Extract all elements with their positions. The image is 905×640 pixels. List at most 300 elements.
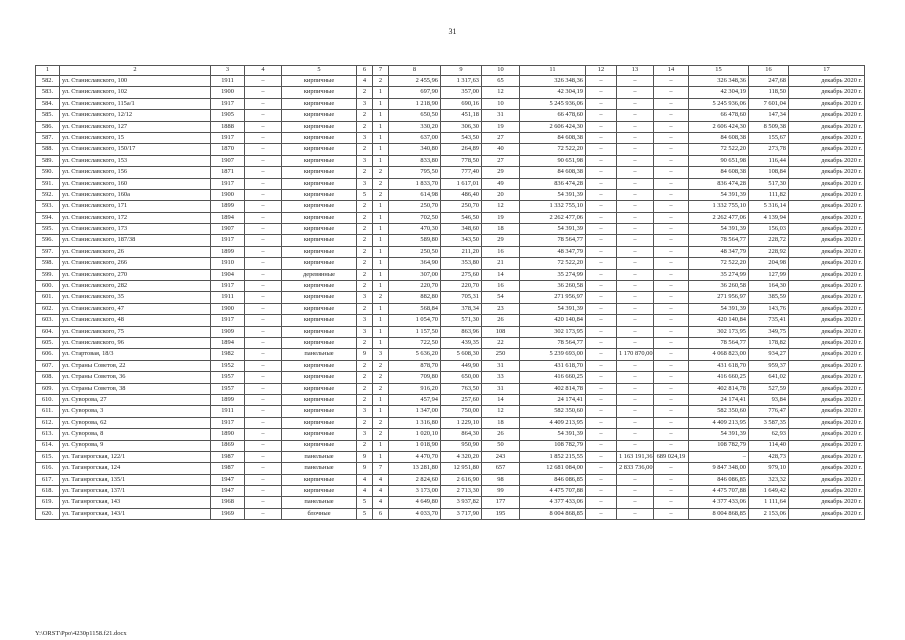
entrances-cell: 1 xyxy=(373,326,389,337)
total-cost-cell: 36 260,58 xyxy=(520,281,586,292)
entrances-cell: 1 xyxy=(373,98,389,109)
floors-cell: 2 xyxy=(357,440,373,451)
address-cell: ул. Станиславского, 153 xyxy=(60,155,211,166)
living-area-cell: 451,18 xyxy=(441,110,482,121)
owner-funds-cell: 582 350,60 xyxy=(689,406,749,417)
entrances-cell: 1 xyxy=(373,201,389,212)
table-row xyxy=(36,189,865,200)
cost-per-m2-cell: 111,82 xyxy=(749,189,789,200)
address-cell: ул. Станиславского, 150/17 xyxy=(60,144,211,155)
floors-cell: 3 xyxy=(357,406,373,417)
total-area-cell: 1 157,50 xyxy=(389,326,441,337)
owner-funds-cell: 416 660,25 xyxy=(689,372,749,383)
cost-per-m2-cell: 323,32 xyxy=(749,474,789,485)
residents-cell: 23 xyxy=(482,303,520,314)
residents-cell: 16 xyxy=(482,281,520,292)
total-area-cell: 697,90 xyxy=(389,87,441,98)
col-13-cell: – xyxy=(617,110,654,121)
build-year-cell: 1871 xyxy=(211,167,245,178)
col-14-cell: – xyxy=(654,87,689,98)
floors-cell: 3 xyxy=(357,155,373,166)
total-area-cell: 307,00 xyxy=(389,269,441,280)
column-header: 1 xyxy=(36,66,60,76)
file-path-footer: Y:\ORST\Ppo\4230p1158.f21.docx xyxy=(35,630,127,637)
cost-per-m2-cell: 114,40 xyxy=(749,440,789,451)
col-4-cell: – xyxy=(245,87,282,98)
cost-per-m2-cell: 428,73 xyxy=(749,451,789,462)
build-year-cell: 1910 xyxy=(211,258,245,269)
build-year-cell: 1888 xyxy=(211,121,245,132)
address-cell: ул. Станиславского, 15 xyxy=(60,132,211,143)
total-cost-cell: 2 262 477,06 xyxy=(520,212,586,223)
wall-material-cell: панельные xyxy=(282,497,357,508)
total-cost-cell: 271 956,97 xyxy=(520,292,586,303)
col-12-cell: – xyxy=(586,337,617,348)
col-13-cell: – xyxy=(617,372,654,383)
col-4-cell: – xyxy=(245,189,282,200)
deadline-cell: декабрь 2020 г. xyxy=(789,360,865,371)
entrances-cell: 2 xyxy=(373,417,389,428)
deadline-cell: декабрь 2020 г. xyxy=(789,201,865,212)
floors-cell: 3 xyxy=(357,292,373,303)
total-area-cell: 795,50 xyxy=(389,167,441,178)
total-area-cell: 833,80 xyxy=(389,155,441,166)
col-14-cell: – xyxy=(654,497,689,508)
build-year-cell: 1917 xyxy=(211,235,245,246)
col-13-cell: – xyxy=(617,235,654,246)
floors-cell: 9 xyxy=(357,451,373,462)
col-13-cell: – xyxy=(617,360,654,371)
col-12-cell: – xyxy=(586,394,617,405)
owner-funds-cell: 4 068 823,00 xyxy=(689,349,749,360)
deadline-cell: декабрь 2020 г. xyxy=(789,258,865,269)
residents-cell: 40 xyxy=(482,144,520,155)
entrances-cell: 6 xyxy=(373,508,389,519)
cost-per-m2-cell: 517,30 xyxy=(749,178,789,189)
living-area-cell: 250,70 xyxy=(441,201,482,212)
address-cell: ул. Станиславского, 160 xyxy=(60,178,211,189)
total-cost-cell: 326 348,36 xyxy=(520,76,586,87)
build-year-cell: 1907 xyxy=(211,224,245,235)
entrances-cell: 1 xyxy=(373,110,389,121)
col-13-cell: – xyxy=(617,201,654,212)
living-area-cell: 705,31 xyxy=(441,292,482,303)
living-area-cell: 2 713,30 xyxy=(441,486,482,497)
entrances-cell: 4 xyxy=(373,474,389,485)
deadline-cell: декабрь 2020 г. xyxy=(789,269,865,280)
col-13-cell: – xyxy=(617,87,654,98)
living-area-cell: 449,90 xyxy=(441,360,482,371)
table-row xyxy=(36,440,865,451)
col-12-cell: – xyxy=(586,292,617,303)
owner-funds-cell: 402 814,78 xyxy=(689,383,749,394)
col-12-cell: – xyxy=(586,76,617,87)
living-area-cell: 690,16 xyxy=(441,98,482,109)
living-area-cell: 546,50 xyxy=(441,212,482,223)
residents-cell: 12 xyxy=(482,406,520,417)
floors-cell: 2 xyxy=(357,121,373,132)
deadline-cell: декабрь 2020 г. xyxy=(789,429,865,440)
col-14-cell: – xyxy=(654,292,689,303)
table-row xyxy=(36,258,865,269)
cost-per-m2-cell: 8 509,38 xyxy=(749,121,789,132)
col-12-cell: – xyxy=(586,303,617,314)
residents-cell: 27 xyxy=(482,132,520,143)
table-row xyxy=(36,337,865,348)
col-13-cell: – xyxy=(617,292,654,303)
wall-material-cell: кирпичные xyxy=(282,326,357,337)
residents-cell: 19 xyxy=(482,121,520,132)
col-4-cell: – xyxy=(245,508,282,519)
table-row xyxy=(36,406,865,417)
residents-cell: 31 xyxy=(482,383,520,394)
build-year-cell: 1917 xyxy=(211,178,245,189)
living-area-cell: 1 317,63 xyxy=(441,76,482,87)
owner-funds-cell: 35 274,99 xyxy=(689,269,749,280)
address-cell: ул. Станиславского, 172 xyxy=(60,212,211,223)
owner-funds-cell: 846 086,85 xyxy=(689,474,749,485)
deadline-cell: декабрь 2020 г. xyxy=(789,349,865,360)
owner-funds-cell: 2 606 424,30 xyxy=(689,121,749,132)
table-row xyxy=(36,383,865,394)
col-4-cell: – xyxy=(245,429,282,440)
row-number-cell: 617. xyxy=(36,474,60,485)
floors-cell: 3 xyxy=(357,326,373,337)
deadline-cell: декабрь 2020 г. xyxy=(789,315,865,326)
column-header: 14 xyxy=(654,66,689,76)
total-area-cell: 614,98 xyxy=(389,189,441,200)
table-row xyxy=(36,76,865,87)
wall-material-cell: кирпичные xyxy=(282,155,357,166)
table-row xyxy=(36,497,865,508)
deadline-cell: декабрь 2020 г. xyxy=(789,212,865,223)
col-13-cell: – xyxy=(617,212,654,223)
col-14-cell: – xyxy=(654,337,689,348)
entrances-cell: 2 xyxy=(373,178,389,189)
row-number-cell: 616. xyxy=(36,463,60,474)
entrances-cell: 1 xyxy=(373,246,389,257)
entrances-cell: 1 xyxy=(373,281,389,292)
col-13-cell: – xyxy=(617,269,654,280)
total-cost-cell: 84 608,38 xyxy=(520,167,586,178)
deadline-cell: декабрь 2020 г. xyxy=(789,246,865,257)
residents-cell: 14 xyxy=(482,269,520,280)
col-13-cell: – xyxy=(617,326,654,337)
total-cost-cell: 836 474,28 xyxy=(520,178,586,189)
col-4-cell: – xyxy=(245,440,282,451)
address-cell: ул. Стартовая, 18/3 xyxy=(60,349,211,360)
build-year-cell: 1894 xyxy=(211,337,245,348)
col-14-cell: – xyxy=(654,303,689,314)
col-4-cell: – xyxy=(245,417,282,428)
col-4-cell: – xyxy=(245,394,282,405)
wall-material-cell: кирпичные xyxy=(282,372,357,383)
total-area-cell: 250,50 xyxy=(389,246,441,257)
owner-funds-cell: 54 391,39 xyxy=(689,303,749,314)
address-cell: ул. Станиславского, 115а/1 xyxy=(60,98,211,109)
col-4-cell: – xyxy=(245,315,282,326)
col-14-cell: – xyxy=(654,76,689,87)
total-cost-cell: 90 651,98 xyxy=(520,155,586,166)
entrances-cell: 1 xyxy=(373,315,389,326)
col-14-cell: – xyxy=(654,417,689,428)
table-row xyxy=(36,212,865,223)
build-year-cell: 1917 xyxy=(211,98,245,109)
living-area-cell: 5 608,30 xyxy=(441,349,482,360)
cost-per-m2-cell: 641,02 xyxy=(749,372,789,383)
wall-material-cell: кирпичные xyxy=(282,474,357,485)
table-row xyxy=(36,87,865,98)
wall-material-cell: кирпичные xyxy=(282,360,357,371)
total-area-cell: 13 281,80 xyxy=(389,463,441,474)
total-area-cell: 3 173,00 xyxy=(389,486,441,497)
wall-material-cell: панельные xyxy=(282,463,357,474)
total-cost-cell: 54 391,39 xyxy=(520,189,586,200)
floors-cell: 2 xyxy=(357,383,373,394)
living-area-cell: 220,70 xyxy=(441,281,482,292)
total-area-cell: 1 833,70 xyxy=(389,178,441,189)
total-cost-cell: 54 391,39 xyxy=(520,224,586,235)
address-cell: ул. Станиславского, 100 xyxy=(60,76,211,87)
col-14-cell: – xyxy=(654,360,689,371)
entrances-cell: 1 xyxy=(373,440,389,451)
wall-material-cell: кирпичные xyxy=(282,440,357,451)
deadline-cell: декабрь 2020 г. xyxy=(789,326,865,337)
residents-cell: 26 xyxy=(482,429,520,440)
living-area-cell: 777,40 xyxy=(441,167,482,178)
owner-funds-cell: 36 260,58 xyxy=(689,281,749,292)
col-14-cell: – xyxy=(654,486,689,497)
entrances-cell: 1 xyxy=(373,303,389,314)
cost-per-m2-cell: 143,76 xyxy=(749,303,789,314)
total-cost-cell: 54 391,39 xyxy=(520,303,586,314)
col-12-cell: – xyxy=(586,349,617,360)
cost-per-m2-cell: 228,72 xyxy=(749,235,789,246)
address-cell: ул. Станиславского, 156 xyxy=(60,167,211,178)
col-4-cell: – xyxy=(245,224,282,235)
wall-material-cell: кирпичные xyxy=(282,303,357,314)
owner-funds-cell: 48 347,79 xyxy=(689,246,749,257)
floors-cell: 9 xyxy=(357,463,373,474)
residents-cell: 98 xyxy=(482,474,520,485)
build-year-cell: 1911 xyxy=(211,76,245,87)
deadline-cell: декабрь 2020 г. xyxy=(789,303,865,314)
build-year-cell: 1911 xyxy=(211,406,245,417)
living-area-cell: 12 951,80 xyxy=(441,463,482,474)
col-14-cell: – xyxy=(654,429,689,440)
wall-material-cell: кирпичные xyxy=(282,417,357,428)
row-number-cell: 582. xyxy=(36,76,60,87)
residents-cell: 108 xyxy=(482,326,520,337)
col-4-cell: – xyxy=(245,349,282,360)
row-number-cell: 586. xyxy=(36,121,60,132)
deadline-cell: декабрь 2020 г. xyxy=(789,474,865,485)
table-row xyxy=(36,463,865,474)
total-area-cell: 1 054,70 xyxy=(389,315,441,326)
owner-funds-cell: 4 409 213,95 xyxy=(689,417,749,428)
living-area-cell: 306,30 xyxy=(441,121,482,132)
residents-cell: 50 xyxy=(482,440,520,451)
entrances-cell: 1 xyxy=(373,258,389,269)
row-number-cell: 591. xyxy=(36,178,60,189)
living-area-cell: 863,96 xyxy=(441,326,482,337)
address-cell: ул. Станиславского, 266 xyxy=(60,258,211,269)
deadline-cell: декабрь 2020 г. xyxy=(789,497,865,508)
row-number-cell: 602. xyxy=(36,303,60,314)
total-area-cell: 1 218,90 xyxy=(389,98,441,109)
residents-cell: 33 xyxy=(482,372,520,383)
wall-material-cell: кирпичные xyxy=(282,292,357,303)
row-number-cell: 588. xyxy=(36,144,60,155)
total-cost-cell: 72 522,20 xyxy=(520,144,586,155)
residents-cell: 12 xyxy=(482,87,520,98)
total-area-cell: 878,70 xyxy=(389,360,441,371)
floors-cell: 3 xyxy=(357,429,373,440)
wall-material-cell: кирпичные xyxy=(282,76,357,87)
row-number-cell: 583. xyxy=(36,87,60,98)
address-cell: ул. Страны Советов, 36 xyxy=(60,372,211,383)
cost-per-m2-cell: 178,82 xyxy=(749,337,789,348)
table-row xyxy=(36,292,865,303)
table-row xyxy=(36,326,865,337)
total-area-cell: 1 316,80 xyxy=(389,417,441,428)
build-year-cell: 1899 xyxy=(211,394,245,405)
row-number-cell: 606. xyxy=(36,349,60,360)
col-4-cell: – xyxy=(245,212,282,223)
owner-funds-cell: 78 564,77 xyxy=(689,337,749,348)
table-row xyxy=(36,429,865,440)
col-4-cell: – xyxy=(245,201,282,212)
owner-funds-cell: – xyxy=(689,451,749,462)
total-area-cell: 702,50 xyxy=(389,212,441,223)
column-header: 7 xyxy=(373,66,389,76)
row-number-cell: 596. xyxy=(36,235,60,246)
residents-cell: 250 xyxy=(482,349,520,360)
floors-cell: 2 xyxy=(357,224,373,235)
row-number-cell: 600. xyxy=(36,281,60,292)
col-12-cell: – xyxy=(586,212,617,223)
wall-material-cell: кирпичные xyxy=(282,121,357,132)
residents-cell: 177 xyxy=(482,497,520,508)
address-cell: ул. Станиславского, 160а xyxy=(60,189,211,200)
total-area-cell: 250,70 xyxy=(389,201,441,212)
living-area-cell: 650,00 xyxy=(441,372,482,383)
build-year-cell: 1905 xyxy=(211,110,245,121)
build-year-cell: 1900 xyxy=(211,189,245,200)
col-4-cell: – xyxy=(245,406,282,417)
col-14-cell: – xyxy=(654,394,689,405)
residents-cell: 54 xyxy=(482,292,520,303)
col-4-cell: – xyxy=(245,155,282,166)
col-4-cell: – xyxy=(245,110,282,121)
page-number: 31 xyxy=(448,27,457,36)
residents-cell: 29 xyxy=(482,167,520,178)
row-number-cell: 609. xyxy=(36,383,60,394)
total-area-cell: 340,80 xyxy=(389,144,441,155)
deadline-cell: декабрь 2020 г. xyxy=(789,76,865,87)
living-area-cell: 257,60 xyxy=(441,394,482,405)
address-cell: ул. Таганрогская, 137/1 xyxy=(60,486,211,497)
address-cell: ул. Страны Советов, 38 xyxy=(60,383,211,394)
wall-material-cell: кирпичные xyxy=(282,394,357,405)
address-cell: ул. Станиславского, 270 xyxy=(60,269,211,280)
total-area-cell: 4 470,70 xyxy=(389,451,441,462)
table-row xyxy=(36,155,865,166)
owner-funds-cell: 9 847 348,00 xyxy=(689,463,749,474)
total-cost-cell: 78 564,77 xyxy=(520,235,586,246)
floors-cell: 3 xyxy=(357,98,373,109)
wall-material-cell: кирпичные xyxy=(282,258,357,269)
col-14-cell: – xyxy=(654,235,689,246)
col-14-cell: – xyxy=(654,315,689,326)
build-year-cell: 1982 xyxy=(211,349,245,360)
floors-cell: 2 xyxy=(357,281,373,292)
col-13-cell: – xyxy=(617,258,654,269)
floors-cell: 3 xyxy=(357,132,373,143)
build-year-cell: 1909 xyxy=(211,326,245,337)
wall-material-cell: кирпичные xyxy=(282,189,357,200)
deadline-cell: декабрь 2020 г. xyxy=(789,383,865,394)
col-12-cell: – xyxy=(586,269,617,280)
build-year-cell: 1947 xyxy=(211,474,245,485)
deadline-cell: декабрь 2020 г. xyxy=(789,155,865,166)
cost-per-m2-cell: 1 649,42 xyxy=(749,486,789,497)
cost-per-m2-cell: 147,34 xyxy=(749,110,789,121)
residents-cell: 657 xyxy=(482,463,520,474)
total-area-cell: 330,20 xyxy=(389,121,441,132)
entrances-cell: 7 xyxy=(373,463,389,474)
total-cost-cell: 431 618,70 xyxy=(520,360,586,371)
col-12-cell: – xyxy=(586,360,617,371)
deadline-cell: декабрь 2020 г. xyxy=(789,235,865,246)
col-4-cell: – xyxy=(245,360,282,371)
row-number-cell: 608. xyxy=(36,372,60,383)
floors-cell: 2 xyxy=(357,394,373,405)
cost-per-m2-cell: 2 153,06 xyxy=(749,508,789,519)
table-row xyxy=(36,121,865,132)
wall-material-cell: панельные xyxy=(282,451,357,462)
col-14-cell: – xyxy=(654,440,689,451)
address-cell: ул. Суворова, 3 xyxy=(60,406,211,417)
address-cell: ул. Страны Советов, 22 xyxy=(60,360,211,371)
entrances-cell: 1 xyxy=(373,224,389,235)
cost-per-m2-cell: 4 139,94 xyxy=(749,212,789,223)
wall-material-cell: кирпичные xyxy=(282,383,357,394)
col-14-cell: – xyxy=(654,508,689,519)
col-14-cell: – xyxy=(654,201,689,212)
row-number-cell: 589. xyxy=(36,155,60,166)
deadline-cell: декабрь 2020 г. xyxy=(789,178,865,189)
row-number-cell: 584. xyxy=(36,98,60,109)
address-cell: ул. Станиславского, 173 xyxy=(60,224,211,235)
col-13-cell: – xyxy=(617,497,654,508)
residents-cell: 20 xyxy=(482,189,520,200)
col-13-cell: – xyxy=(617,144,654,155)
total-cost-cell: 402 814,78 xyxy=(520,383,586,394)
row-number-cell: 604. xyxy=(36,326,60,337)
col-14-cell: – xyxy=(654,326,689,337)
address-cell: ул. Станиславского, 12/12 xyxy=(60,110,211,121)
row-number-cell: 594. xyxy=(36,212,60,223)
floors-cell: 2 xyxy=(357,303,373,314)
wall-material-cell: кирпичные xyxy=(282,486,357,497)
col-14-cell: – xyxy=(654,178,689,189)
total-area-cell: 5 636,20 xyxy=(389,349,441,360)
row-number-cell: 618. xyxy=(36,486,60,497)
total-cost-cell: 66 478,60 xyxy=(520,110,586,121)
living-area-cell: 778,50 xyxy=(441,155,482,166)
col-12-cell: – xyxy=(586,110,617,121)
